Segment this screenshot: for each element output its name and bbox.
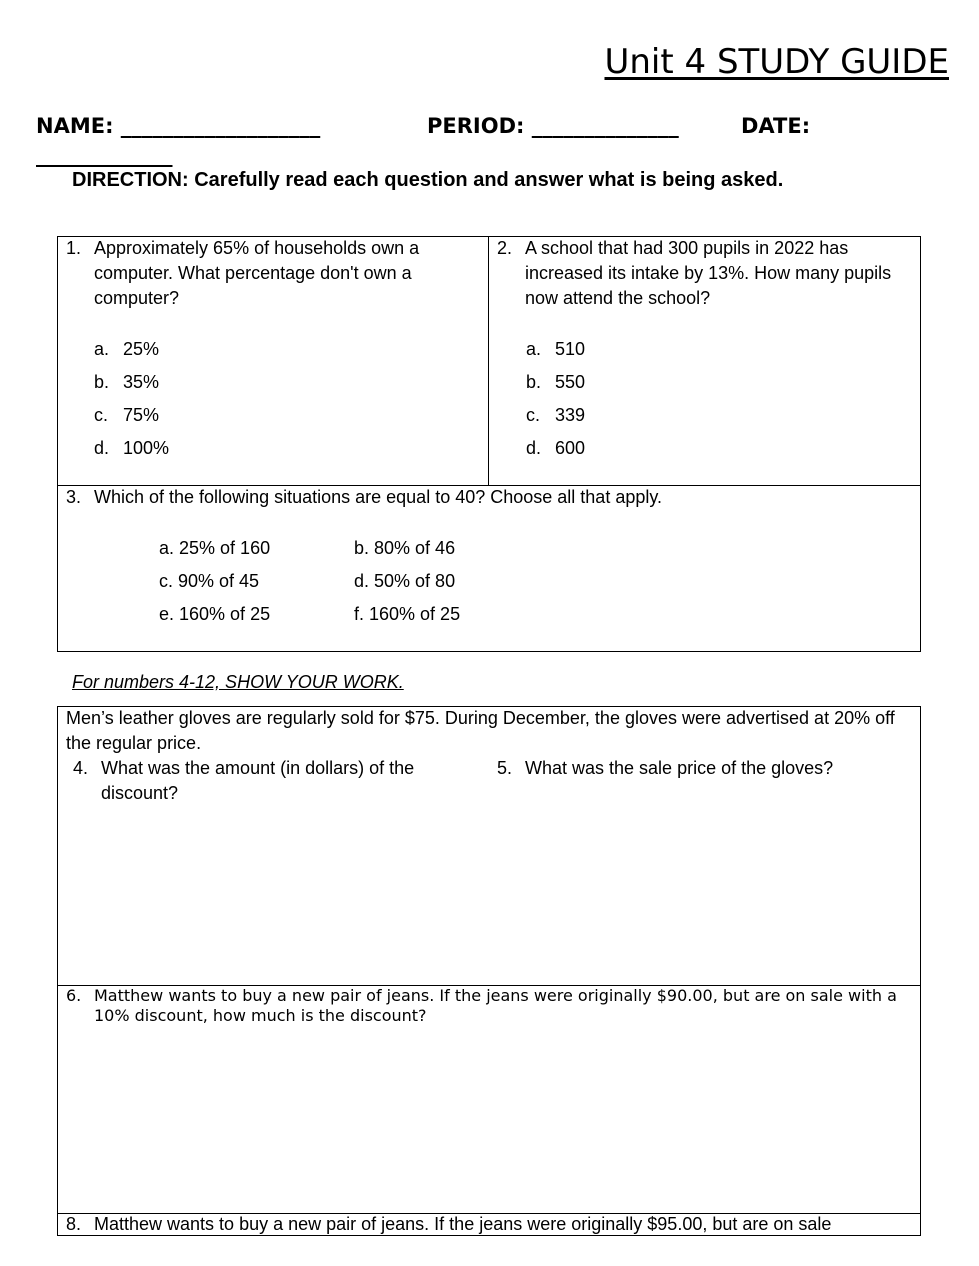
question-8 <box>66 1212 911 1234</box>
question-1 <box>66 236 476 311</box>
gloves-problem-intro: Men’s leather gloves are regularly sold for $75. During December, the gloves were advertised at 20% off the regular price. <box>66 708 895 753</box>
question-text: What was the amount (in dollars) of the discount? <box>101 758 415 803</box>
question-3 <box>66 485 906 510</box>
period-field-label: PERIOD: ______________ <box>427 114 679 138</box>
name-field-label: NAME: ___________________ <box>36 114 321 138</box>
q3-option-c: c. 90% of 45 <box>159 571 260 591</box>
q3-option-b: b. 80% of 46 <box>354 538 456 558</box>
q1-option-c: c. 75% <box>94 405 160 425</box>
q3-option-e: e. 160% of 25 <box>159 604 271 624</box>
column-divider <box>488 236 489 486</box>
q2-option-c: c. 339 <box>526 405 586 425</box>
question-text: A school that had 300 pupils in 2022 has increased its intake by 13%. How many pupils now attend the school? <box>525 238 892 308</box>
question-6 <box>66 986 906 1026</box>
question-text: Matthew wants to buy a new pair of jeans. If the jeans were originally $95.00, but are on sale <box>94 1214 832 1234</box>
question-text: Matthew wants to buy a new pair of jeans. If the jeans were originally $90.00, but are on sale with a 10% discount, how much is the discount? <box>94 986 897 1025</box>
q1-option-d: d. 100% <box>94 438 170 458</box>
question-number: 1. <box>66 238 82 258</box>
page-title: Unit 4 STUDY GUIDE <box>604 42 949 82</box>
question-number: 8. <box>66 1214 82 1234</box>
q3-option-f: f. 160% of 25 <box>354 604 461 624</box>
directions: DIRECTION: Carefully read each question and answer what is being asked. <box>72 169 784 191</box>
question-number: 4. <box>73 758 89 778</box>
q2-option-d: d. 600 <box>526 438 586 458</box>
date-field-label: DATE: <box>741 114 811 138</box>
question-text: What was the sale price of the gloves? <box>525 758 834 778</box>
q2-option-a: a. 510 <box>526 339 586 359</box>
q1-option-a: a. 25% <box>94 339 160 359</box>
q2-option-b: b. 550 <box>526 372 586 392</box>
question-number: 3. <box>66 487 82 507</box>
question-number: 5. <box>497 758 513 778</box>
q3-option-a: a. 25% of 160 <box>159 538 271 558</box>
question-5 <box>497 756 907 781</box>
q3-option-d: d. 50% of 80 <box>354 571 456 591</box>
question-text: Which of the following situations are equal to 40? Choose all that apply. <box>94 487 663 507</box>
show-work-note: For numbers 4-12, SHOW YOUR WORK. <box>72 672 404 692</box>
question-text: Approximately 65% of households own a computer. What percentage don't own a computer? <box>94 238 420 308</box>
question-2 <box>497 236 902 311</box>
date-field-line: _____________ <box>36 143 173 167</box>
question-4 <box>73 756 458 806</box>
question-number: 6. <box>66 986 82 1005</box>
q1-option-b: b. 35% <box>94 372 160 392</box>
question-number: 2. <box>497 238 513 258</box>
